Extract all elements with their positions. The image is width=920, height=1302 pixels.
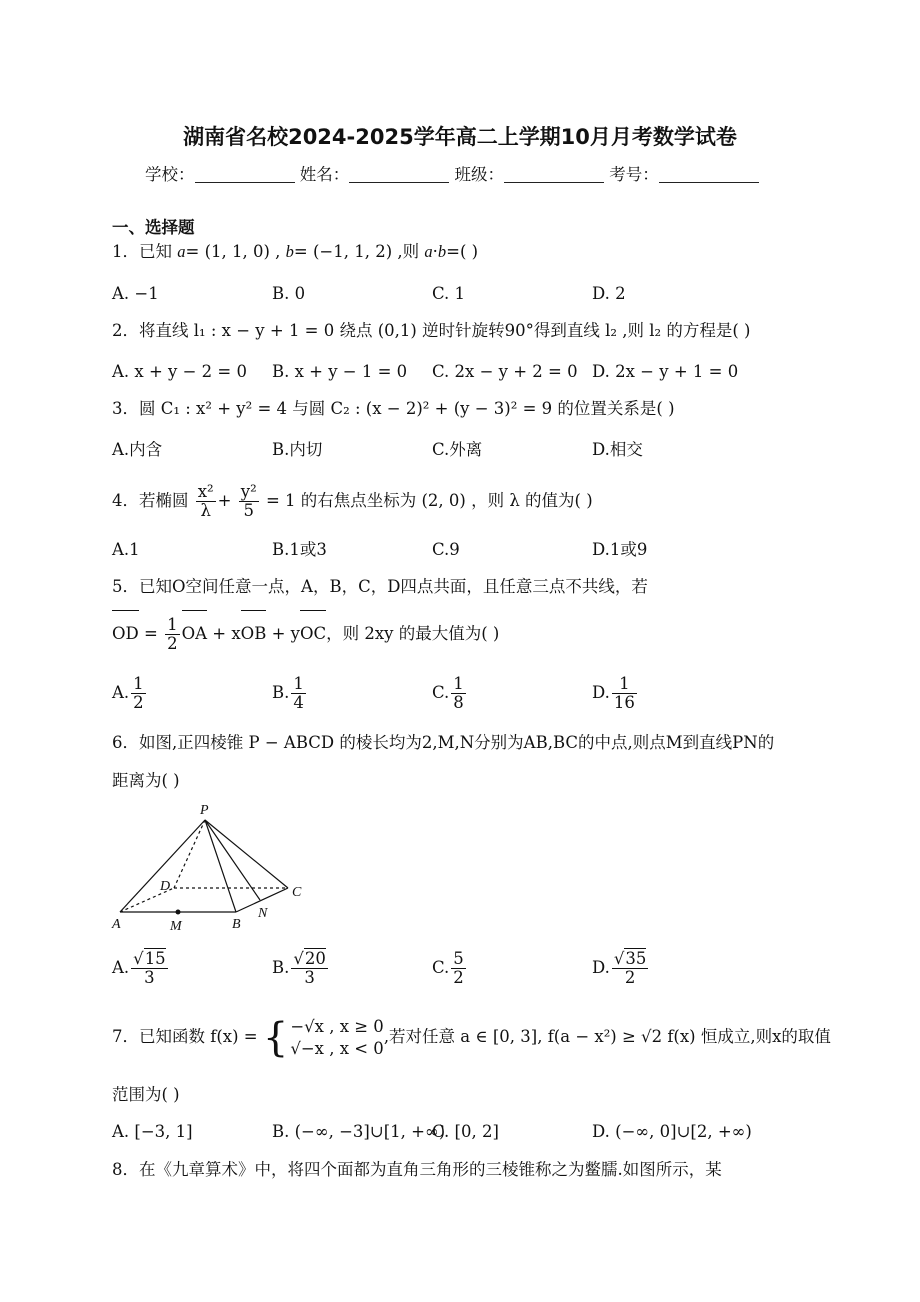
label-m: M bbox=[170, 919, 182, 934]
school-label: 学校： bbox=[145, 165, 195, 184]
q1-option-d[interactable]: D. 2 bbox=[592, 284, 626, 303]
q1-text-c: = (−1, 1, 2) ,则 bbox=[293, 242, 420, 261]
label-n: N bbox=[258, 906, 268, 921]
q5-tail: ，则 2xy 的最大值为( ) bbox=[326, 624, 500, 643]
q7-option-d[interactable]: D. (−∞, 0]∪[2, +∞) bbox=[592, 1122, 752, 1141]
point-m-dot bbox=[176, 910, 181, 915]
question-5-line-2 bbox=[112, 611, 499, 657]
question-8-stem: 8．在《九章算术》中，将四个面都为直角三角形的三棱锥称之为鳖臑.如图所示，某 bbox=[112, 1160, 722, 1179]
q5-plus-y: + y bbox=[266, 624, 300, 643]
question-3-stem: 3．圆 C₁ : x² + y² = 4 与圆 C₂ : (x − 2)² + (y − 3)² = 9 的位置关系是( ) bbox=[112, 399, 675, 418]
number-blank[interactable] bbox=[659, 164, 759, 183]
label-c: C bbox=[292, 885, 302, 900]
q1-option-c[interactable]: C. 1 bbox=[432, 284, 466, 303]
q5-eq: = bbox=[138, 624, 164, 643]
question-7-line-2: 范围为( ) bbox=[112, 1085, 180, 1104]
q2-option-c[interactable]: C. 2x − y + 2 = 0 bbox=[432, 362, 578, 381]
q4-fraction-x: $\frac{\text{x²}}{\lambda}$ bbox=[197, 482, 214, 520]
q7-option-c[interactable]: C. [0, 2] bbox=[432, 1122, 499, 1141]
q1-text-b: = (1, 1, 0) , bbox=[185, 242, 281, 261]
q4-fraction-y: $\frac{\text{y²}}{5}$ bbox=[240, 482, 257, 520]
class-blank[interactable] bbox=[504, 164, 604, 183]
question-7-line-1 bbox=[112, 1012, 831, 1062]
question-6-line-2: 距离为( ) bbox=[112, 771, 180, 790]
q5-option-c[interactable]: C. $\frac{1}{8}$ bbox=[432, 674, 464, 712]
q5-half: $\frac{1}{2}$ bbox=[167, 615, 178, 653]
label-d: D bbox=[160, 879, 171, 894]
q4-option-a[interactable]: A.1 bbox=[112, 540, 140, 559]
q2-option-b[interactable]: B. x + y − 1 = 0 bbox=[272, 362, 408, 381]
q6-option-b[interactable]: B. $\frac{√20}{3}$ bbox=[272, 949, 326, 987]
q3-option-a[interactable]: A.内含 bbox=[112, 440, 163, 459]
question-4-stem: 4．若椭圆 $\frac{\text{x²}}{\lambda}$ + $\frac{\text{y²}}{5}$ = 1 的右焦点坐标为 (2, 0) ，则 λ 的值为( ) bbox=[112, 482, 593, 520]
label-a: A bbox=[112, 917, 121, 932]
q7-cases: −√x , x ≥ 0 √−x , x < 0 bbox=[290, 1016, 384, 1058]
q3-option-c[interactable]: C.外离 bbox=[432, 440, 483, 459]
q4-option-b[interactable]: B.1或3 bbox=[272, 540, 327, 559]
q4-text-b: = 1 的右焦点坐标为 (2, 0) ，则 λ 的值为( ) bbox=[265, 491, 593, 510]
vector-oa: OA bbox=[182, 611, 207, 657]
pyramid-figure bbox=[108, 800, 308, 935]
vector-od: OD bbox=[112, 611, 139, 657]
page-title: 湖南省名校2024-2025学年高二上学期10月月考数学试卷 bbox=[183, 125, 737, 149]
q4-text-a: 4．若椭圆 bbox=[112, 491, 189, 510]
q5-option-b[interactable]: B. $\frac{1}{4}$ bbox=[272, 674, 304, 712]
number-label: 考号： bbox=[609, 165, 659, 184]
q7-option-b[interactable]: B. (−∞, −3]∪[1, +∞) bbox=[272, 1122, 446, 1141]
label-b: B bbox=[232, 917, 241, 932]
q5-option-d[interactable]: D. $\frac{1}{16}$ bbox=[592, 674, 635, 712]
q4-option-d[interactable]: D.1或9 bbox=[592, 540, 648, 559]
q1-text-d: =( ) bbox=[446, 242, 479, 261]
q7-text-b: ,若对任意 a ∈ [0, 3], f(a − x²) ≥ √2 f(x) 恒成立,则x的取值 bbox=[383, 1027, 831, 1046]
vector-ob: OB bbox=[241, 611, 267, 657]
question-2-stem: 2．将直线 l₁ : x − y + 1 = 0 绕点 (0,1) 逆时针旋转90°得到直线 l₂ ,则 l₂ 的方程是( ) bbox=[112, 321, 751, 340]
name-label: 姓名： bbox=[299, 165, 350, 184]
school-blank[interactable] bbox=[195, 164, 295, 183]
question-5-line-1: 5．已知O空间任意一点，A，B，C，D四点共面，且任意三点不共线，若 bbox=[112, 577, 648, 596]
student-info-line bbox=[145, 161, 759, 185]
q7-option-a[interactable]: A. [−3, 1] bbox=[112, 1122, 193, 1141]
q5-plus-x: + x bbox=[207, 624, 241, 643]
vector-oc: OC bbox=[300, 611, 326, 657]
q4-option-c[interactable]: C.9 bbox=[432, 540, 460, 559]
question-1-stem: 1．已知 a= (1, 1, 0) , b= (−1, 1, 2) ,则 a·b=( ) bbox=[112, 242, 479, 261]
q3-option-b[interactable]: B.内切 bbox=[272, 440, 323, 459]
q3-option-d[interactable]: D.相交 bbox=[592, 440, 643, 459]
q2-option-d[interactable]: D. 2x − y + 1 = 0 bbox=[592, 362, 739, 381]
q7-text-a: 7．已知函数 f(x) = bbox=[112, 1027, 258, 1046]
q6-option-a[interactable]: A. $\frac{√15}{3}$ bbox=[112, 949, 166, 987]
q2-option-a[interactable]: A. x + y − 2 = 0 bbox=[112, 362, 247, 381]
name-blank[interactable] bbox=[349, 164, 449, 183]
q5-option-a[interactable]: A. $\frac{1}{2}$ bbox=[112, 674, 144, 712]
q1-option-b[interactable]: B. 0 bbox=[272, 284, 306, 303]
q6-option-c[interactable]: C. $\frac{5}{2}$ bbox=[432, 949, 464, 987]
label-p: P bbox=[200, 803, 209, 818]
q6-option-d[interactable]: D. $\frac{√35}{2}$ bbox=[592, 949, 647, 987]
class-label: 班级： bbox=[454, 165, 504, 184]
q1-option-a[interactable]: A. −1 bbox=[112, 284, 159, 303]
question-6-line-1: 6．如图,正四棱锥 P − ABCD 的棱长均为2,M,N分别为AB,BC的中点,则点M到直线PN的 bbox=[112, 733, 775, 752]
section-heading: 一、选择题 bbox=[112, 218, 195, 237]
q1-text-a: 1．已知 bbox=[112, 242, 172, 261]
q7-brace: { bbox=[262, 1014, 289, 1061]
